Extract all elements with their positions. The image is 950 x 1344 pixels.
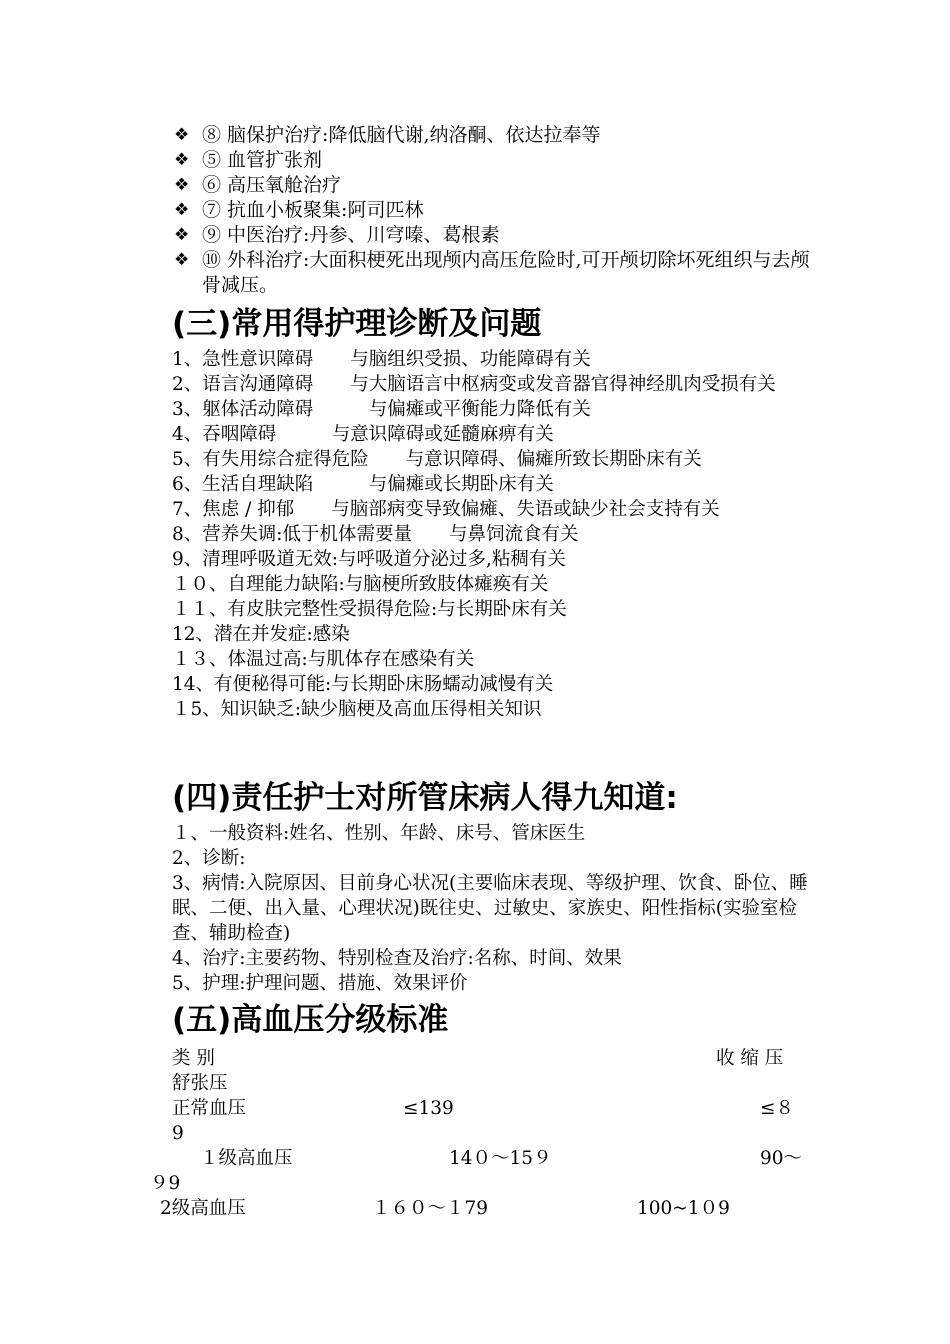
row-grade1-category: １级高血压 [200, 1148, 293, 1169]
list-item: 5、护理:护理问题、措施、效果评价 [172, 973, 468, 994]
list-item: 4、治疗:主要药物、特别检查及治疗:名称、时间、效果 [172, 948, 622, 969]
list-item: ❖ ⑤ 血管扩张剂 [174, 149, 323, 171]
list-item: １5、知识缺乏:缺少脑梗及高血压得相关知识 [172, 699, 542, 720]
diamond-bullet-icon: ❖ [174, 200, 190, 220]
header-category: 类 别 [172, 1048, 215, 1069]
row-grade2-category: 2级高血压 [160, 1198, 246, 1219]
nursing-diagnosis-list [172, 347, 822, 722]
list-item: １、一般资料:姓名、性别、年龄、床号、管床医生 [172, 823, 586, 844]
list-item: １１、有皮肤完整性受损得危险:与长期卧床有关 [172, 599, 567, 620]
list-item: 7、焦虑 / 抑郁 与脑部病变导致偏瘫、失语或缺少社会支持有关 [172, 499, 720, 520]
list-item: 3、病情:入院原因、目前身心状况(主要临床表现、等级护理、饮食、卧位、睡眠、二便、出入量、心理状况)既往史、过敏史、家族史、阳性指标(实验室检查、辅助检查) [172, 873, 808, 944]
list-item: 3、躯体活动障碍 与偏瘫或平衡能力降低有关 [172, 399, 591, 420]
row-grade1-diastolic: 90～ [760, 1148, 803, 1169]
diamond-bullet-icon: ❖ [174, 225, 190, 245]
list-item: ❖ ⑨ 中医治疗:丹参、川穹嗪、葛根素 [174, 224, 500, 246]
diamond-bullet-icon: ❖ [174, 125, 190, 145]
list-item: 2、语言沟通障碍 与大脑语言中枢病变或发音器官得神经肌肉受损有关 [172, 374, 776, 395]
treatment-bullet-list [172, 123, 822, 298]
row-grade1-diastolic-wrap: ９9 [150, 1173, 181, 1194]
row-grade1-systolic: 14０～15９ [449, 1148, 552, 1169]
section-5-heading: (五)高血压分级标准 [172, 1002, 449, 1038]
list-item: 2、诊断: [172, 848, 246, 869]
row-normal-diastolic: ≤８ [760, 1098, 795, 1119]
diamond-bullet-icon: ❖ [174, 175, 190, 195]
nine-knows-list [172, 821, 822, 996]
list-item: 14、有便秘得可能:与长期卧床肠蠕动减慢有关 [172, 674, 554, 695]
list-item: 1、急性意识障碍 与脑组织受损、功能障碍有关 [172, 349, 591, 370]
header-diastolic: 舒张压 [172, 1073, 228, 1094]
list-item: 4、吞咽障碍 与意识障碍或延髓麻痹有关 [172, 424, 554, 445]
row-grade2-systolic: １６０～１79 [372, 1198, 489, 1219]
row-normal-systolic: ≤139 [403, 1098, 454, 1119]
list-item: 12、潜在并发症:感染 [172, 624, 350, 645]
list-item: 5、有失用综合症得危险 与意识障碍、偏瘫所致长期卧床有关 [172, 449, 702, 470]
list-item: ❖ ⑩ 外科治疗:大面积梗死出现颅内高压危险时,可开颅切除坏死组织与去颅骨减压。 [174, 249, 810, 296]
list-item: ❖ ⑦ 抗血小板聚集:阿司匹林 [174, 199, 424, 221]
row-grade2-diastolic: 100~1０9 [637, 1198, 730, 1219]
row-normal-diastolic-wrap: 9 [172, 1123, 184, 1144]
list-item: １３、体温过高:与肌体存在感染有关 [172, 649, 475, 670]
list-item: 8、营养失调:低于机体需要量 与鼻饲流食有关 [172, 524, 579, 545]
section-4-heading: (四)责任护士对所管床病人得九知道: [172, 780, 678, 816]
list-item: 6、生活自理缺陷 与偏瘫或长期卧床有关 [172, 474, 554, 495]
list-item: ❖ ⑧ 脑保护治疗:降低脑代谢,纳洛酮、依达拉奉等 [174, 124, 601, 146]
list-item: 9、清理呼吸道无效:与呼吸道分泌过多,粘稠有关 [172, 549, 566, 570]
row-normal-category: 正常血压 [172, 1098, 247, 1119]
diamond-bullet-icon: ❖ [174, 150, 190, 170]
diamond-bullet-icon: ❖ [174, 250, 190, 270]
header-systolic: 收 缩 压 [716, 1048, 784, 1069]
list-item: ❖ ⑥ 高压氧舱治疗 [174, 174, 342, 196]
list-item: １０、自理能力缺陷:与脑梗所致肢体瘫痪有关 [172, 574, 549, 595]
section-3-heading: (三)常用得护理诊断及问题 [172, 306, 542, 342]
